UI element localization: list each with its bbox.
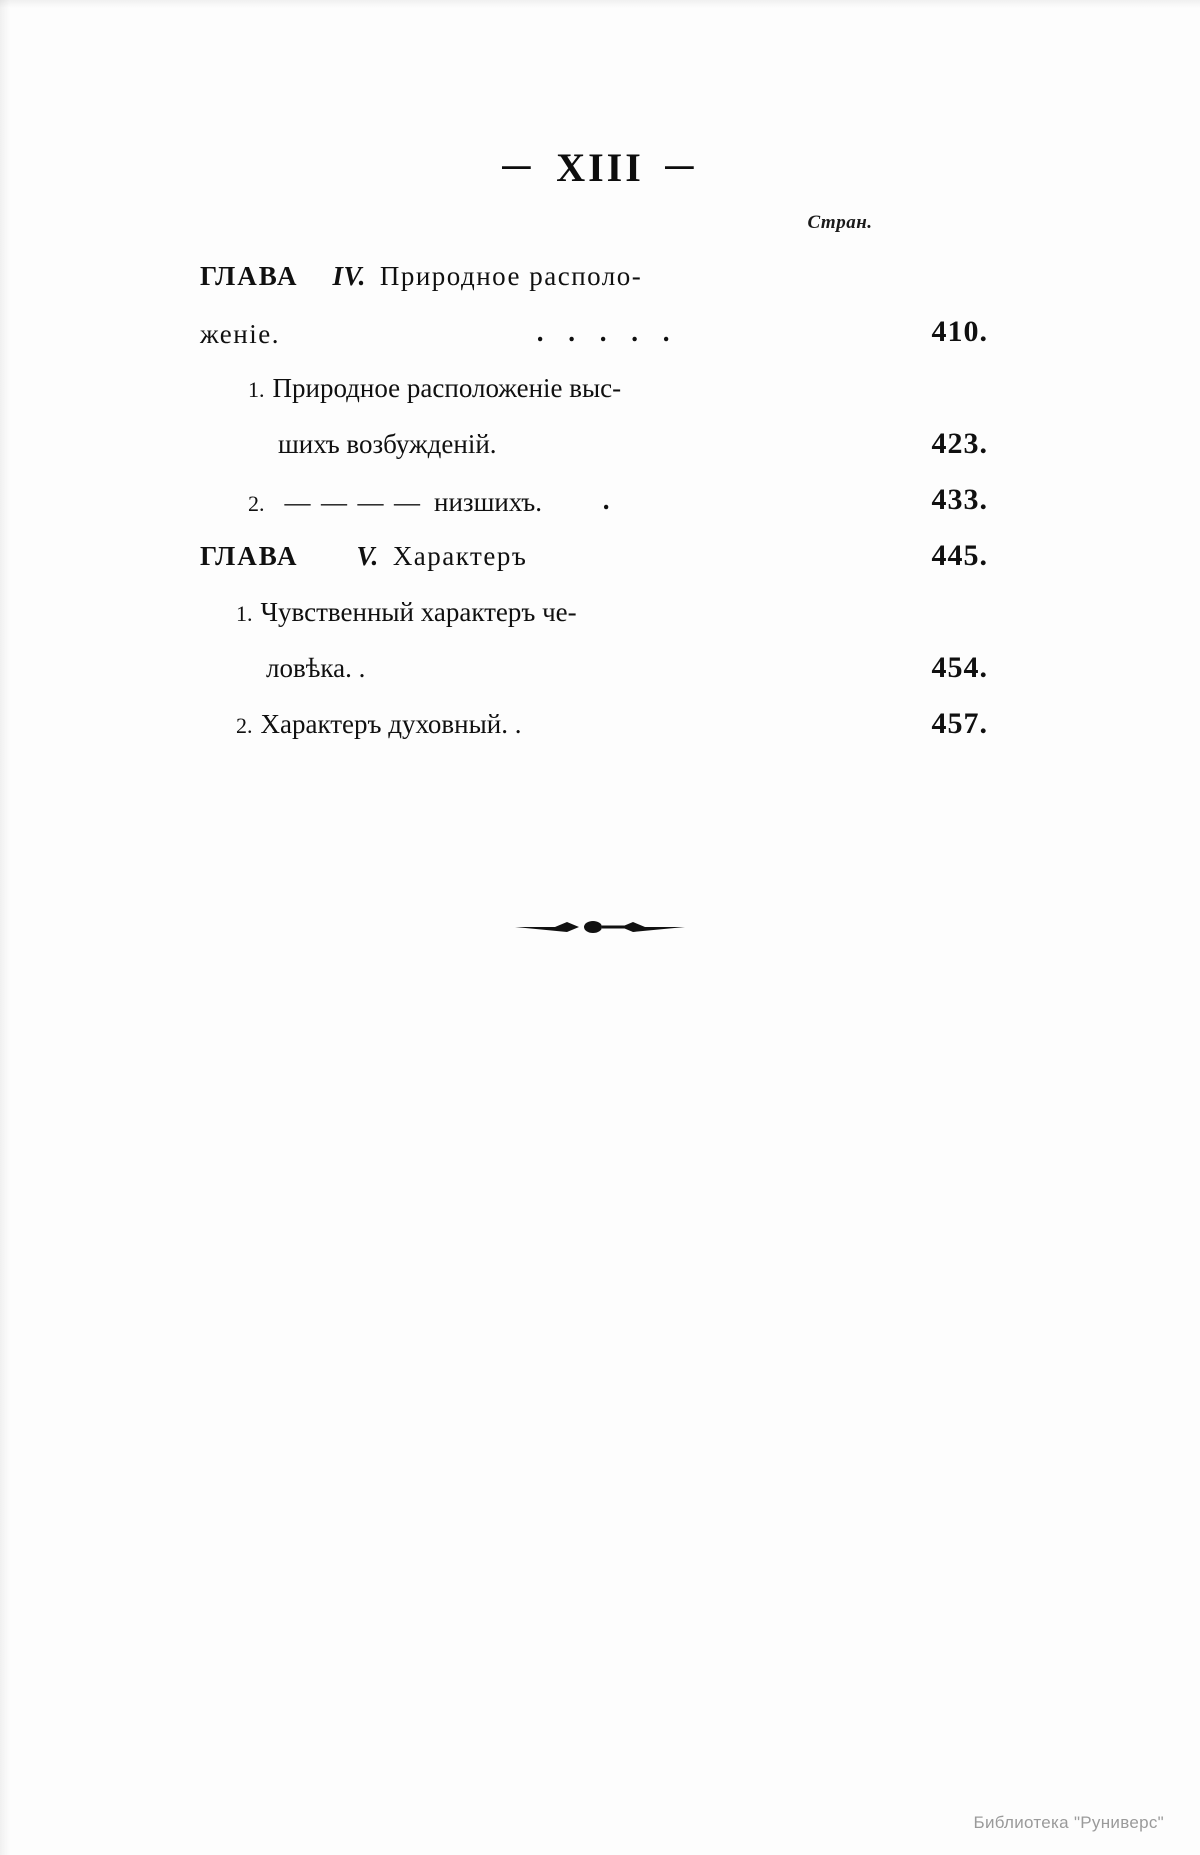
toc-chapter-number: IV. [332,261,366,291]
toc-item-title: низшихъ. [434,487,542,517]
toc-page-number: 457. [931,707,988,740]
toc-item-title-cont: шихъ возбужденій. [278,429,497,459]
toc-entry-4-1-line1 [200,360,900,416]
toc-item-number: 2. [236,713,253,738]
toc-item-title-cont: ловѣка. . [266,653,366,683]
toc-entry-chapter-4-line2 [200,304,988,360]
toc-item-number: 2. [248,491,265,516]
folio-dash-left: – [502,141,535,186]
toc-entry-5-2 [200,696,988,752]
toc-chapter-title: Природное располо- [379,261,643,291]
toc-item-number: 1. [236,601,253,626]
toc-page-number: 454. [931,651,988,684]
toc-item-title: Характеръ духовный. . [260,709,522,739]
toc-page-number: 445. [931,539,988,572]
toc-chapter-word: ГЛАВА [200,541,299,571]
toc-item-number: 1. [248,377,265,402]
page-folio [0,140,1200,191]
toc-entry-5-1-line2 [200,640,988,696]
toc-chapter-title: Характеръ [392,541,528,571]
toc-item-title: Природное расположеніе выс- [272,373,622,403]
toc-entry-chapter-4-line1 [200,248,900,304]
folio-dash-right: – [665,141,698,186]
column-header-pages: Стран. [807,212,873,233]
toc-chapter-title-cont: женіе. [200,319,280,349]
ornament-divider [0,915,1200,955]
toc-entry-4-2 [200,472,988,528]
folio-number: XIII [556,145,644,190]
toc-page-number: 410. [931,315,988,348]
toc-ditto-rule: — — — — [284,488,422,517]
toc-chapter-word: ГЛАВА [200,261,299,291]
table-of-contents [200,248,988,752]
library-watermark: Библиотека "Руниверс" [973,1813,1164,1832]
toc-item-title: Чувственный характеръ че- [260,597,577,627]
toc-entry-chapter-5 [200,528,988,584]
toc-page-number: 433. [931,483,988,516]
scan-edge-top [0,0,1200,8]
toc-page-number: 423. [931,427,988,460]
fleuron-icon [515,915,685,939]
toc-entry-5-1-line1 [200,584,900,640]
toc-chapter-number: V. [356,541,379,571]
toc-leader-dots: . . . . . [536,317,679,347]
toc-entry-4-1-line2 [200,416,988,472]
toc-leader-dots: . [602,485,619,515]
